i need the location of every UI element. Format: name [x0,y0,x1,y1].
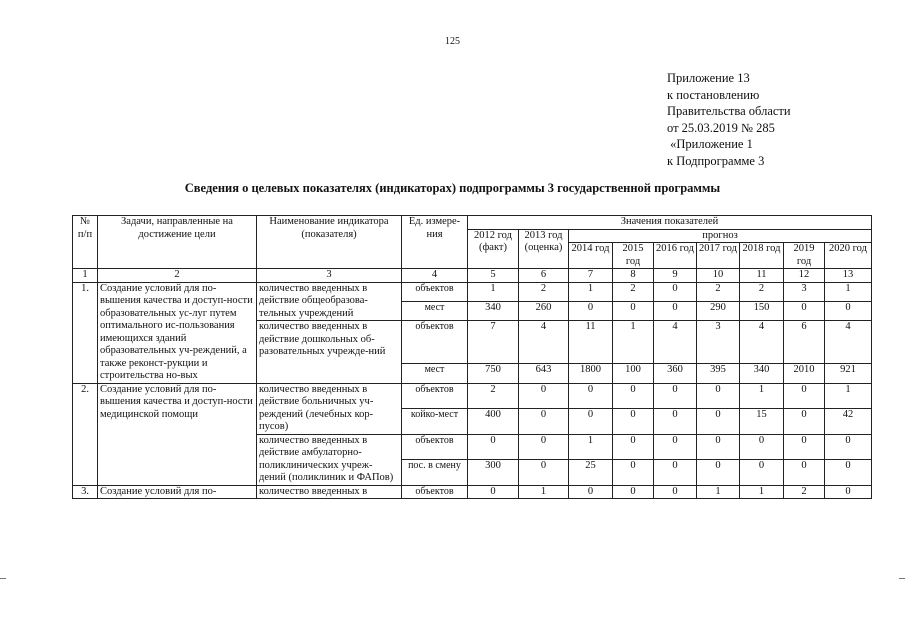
value-cell: 1 [519,485,569,499]
value-cell: 4 [654,321,697,364]
value-cell: 0 [784,460,825,486]
value-cell: 1 [569,282,613,301]
header-2013: 2013 год (оценка) [519,229,569,269]
value-cell: 0 [784,383,825,409]
value-cell: 643 [519,364,569,383]
value-cell: 0 [740,434,784,460]
column-number: 3 [257,269,402,283]
value-cell: 0 [654,485,697,499]
column-number: 4 [402,269,468,283]
header-year: 2020 год [825,243,872,269]
value-cell: 0 [519,383,569,409]
value-cell: 0 [654,409,697,435]
value-cell: 0 [569,409,613,435]
value-cell: 4 [825,321,872,364]
header-year: 2018 год [740,243,784,269]
value-cell: 0 [784,434,825,460]
unit-cell: мест [402,364,468,383]
value-cell: 0 [569,383,613,409]
value-cell: 2 [468,383,519,409]
value-cell: 2010 [784,364,825,383]
value-cell: 360 [654,364,697,383]
value-cell: 3 [784,282,825,301]
value-cell: 1 [740,383,784,409]
header-indicator: Наименование индикатора (показателя) [257,216,402,269]
column-number: 12 [784,269,825,283]
value-cell: 2 [613,282,654,301]
header-year: 2015 год [613,243,654,269]
value-cell: 6 [784,321,825,364]
scan-edge-mark [899,578,905,579]
value-cell: 1 [697,485,740,499]
column-number: 7 [569,269,613,283]
unit-cell: мест [402,301,468,320]
value-cell: 750 [468,364,519,383]
value-cell: 340 [468,301,519,320]
value-cell: 1 [825,282,872,301]
value-cell: 0 [740,460,784,486]
header-unit: Ед. измере-ния [402,216,468,269]
value-cell: 0 [613,460,654,486]
value-cell: 400 [468,409,519,435]
appendix-line: «Приложение 1 [667,137,753,151]
indicator-name: количество введенных в действие амбулаторно-поликлинических учреж-дений (поликлиник и ФАПов) [257,434,402,485]
value-cell: 0 [519,409,569,435]
value-cell: 2 [697,282,740,301]
value-cell: 0 [569,485,613,499]
value-cell: 0 [654,383,697,409]
value-cell: 11 [569,321,613,364]
row-number: 3. [73,485,98,499]
unit-cell: объектов [402,434,468,460]
indicator-name: количество введенных в действие дошкольных об-разовательных учрежде-ний [257,321,402,384]
value-cell: 15 [740,409,784,435]
unit-cell: объектов [402,383,468,409]
appendix-line: Правительства области [667,104,791,118]
header-year: 2014 год [569,243,613,269]
value-cell: 0 [654,434,697,460]
column-number: 10 [697,269,740,283]
task-cell: Создание условий для по-вышения качества и доступ-ности медицинской помощи [98,383,257,485]
appendix-line: от 25.03.2019 № 285 [667,120,775,135]
value-cell: 300 [468,460,519,486]
table-row [73,383,872,409]
indicators-table [72,215,872,499]
value-cell: 0 [784,409,825,435]
task-cell: Создание условий для по- [98,485,257,499]
column-number: 13 [825,269,872,283]
value-cell: 3 [697,321,740,364]
task-cell: Создание условий для по-вышения качества и доступ-ности образовательных ус-луг путем оптимального ис-пользования имеющихся зданий образовательных уч-реждений, а также реконст-рукции и строительства но-вых [98,282,257,383]
value-cell: 0 [654,282,697,301]
value-cell: 0 [697,460,740,486]
column-number: 5 [468,269,519,283]
value-cell: 4 [740,321,784,364]
page-number: 125 [445,36,460,47]
column-number: 9 [654,269,697,283]
value-cell: 0 [654,301,697,320]
appendix-line: Приложение 13 [667,71,750,85]
value-cell: 1800 [569,364,613,383]
value-cell: 395 [697,364,740,383]
appendix-line: к постановлению [667,87,760,102]
header-tasks: Задачи, направленные на достижение цели [98,216,257,269]
value-cell: 0 [468,485,519,499]
value-cell: 0 [825,460,872,486]
value-cell: 0 [697,434,740,460]
indicator-name: количество введенных в [257,485,402,499]
column-number-row [73,269,872,283]
value-cell: 0 [825,485,872,499]
header-values: Значения показателей [468,216,872,230]
header-num: № п/п [73,216,98,269]
value-cell: 0 [654,460,697,486]
value-cell: 0 [613,485,654,499]
value-cell: 290 [697,301,740,320]
unit-cell: объектов [402,282,468,301]
value-cell: 0 [519,434,569,460]
value-cell: 150 [740,301,784,320]
header-year: 2019 год [784,243,825,269]
value-cell: 0 [613,434,654,460]
value-cell: 1 [740,485,784,499]
value-cell: 42 [825,409,872,435]
header-2012: 2012 год (факт) [468,229,519,269]
row-number: 2. [73,383,98,485]
value-cell: 0 [519,460,569,486]
value-cell: 25 [569,460,613,486]
value-cell: 0 [825,434,872,460]
value-cell: 0 [613,301,654,320]
header-year: 2016 год [654,243,697,269]
appendix-line: к Подпрограмме 3 [667,153,765,168]
table-row [73,282,872,301]
column-number: 6 [519,269,569,283]
value-cell: 2 [740,282,784,301]
value-cell: 0 [468,434,519,460]
value-cell: 0 [613,409,654,435]
header-year: 2017 год [697,243,740,269]
value-cell: 1 [825,383,872,409]
document-title: Сведения о целевых показателях (индикаторах) подпрограммы 3 государственной программы [184,181,721,195]
unit-cell: объектов [402,321,468,364]
value-cell: 7 [468,321,519,364]
table-row [73,485,872,499]
table-body [73,282,872,499]
value-cell: 340 [740,364,784,383]
row-number: 1. [73,282,98,383]
indicator-name: количество введенных в действие больничных уч-реждений (лечебных кор-пусов) [257,383,402,434]
unit-cell: пос. в смену [402,460,468,486]
value-cell: 2 [784,485,825,499]
value-cell: 0 [697,383,740,409]
unit-cell: койко-мест [402,409,468,435]
scan-edge-mark [0,578,6,579]
value-cell: 4 [519,321,569,364]
value-cell: 0 [613,383,654,409]
value-cell: 2 [519,282,569,301]
column-number: 1 [73,269,98,283]
value-cell: 100 [613,364,654,383]
header-forecast: прогноз [569,229,872,243]
value-cell: 260 [519,301,569,320]
indicator-name: количество введенных в действие общеобразова-тельных учреждений [257,282,402,321]
value-cell: 1 [613,321,654,364]
value-cell: 921 [825,364,872,383]
value-cell: 1 [468,282,519,301]
column-number: 8 [613,269,654,283]
value-cell: 0 [569,301,613,320]
value-cell: 0 [784,301,825,320]
value-cell: 1 [569,434,613,460]
column-number: 11 [740,269,784,283]
unit-cell: объектов [402,485,468,499]
column-number: 2 [98,269,257,283]
appendix-note [667,70,791,169]
value-cell: 0 [697,409,740,435]
value-cell: 0 [825,301,872,320]
